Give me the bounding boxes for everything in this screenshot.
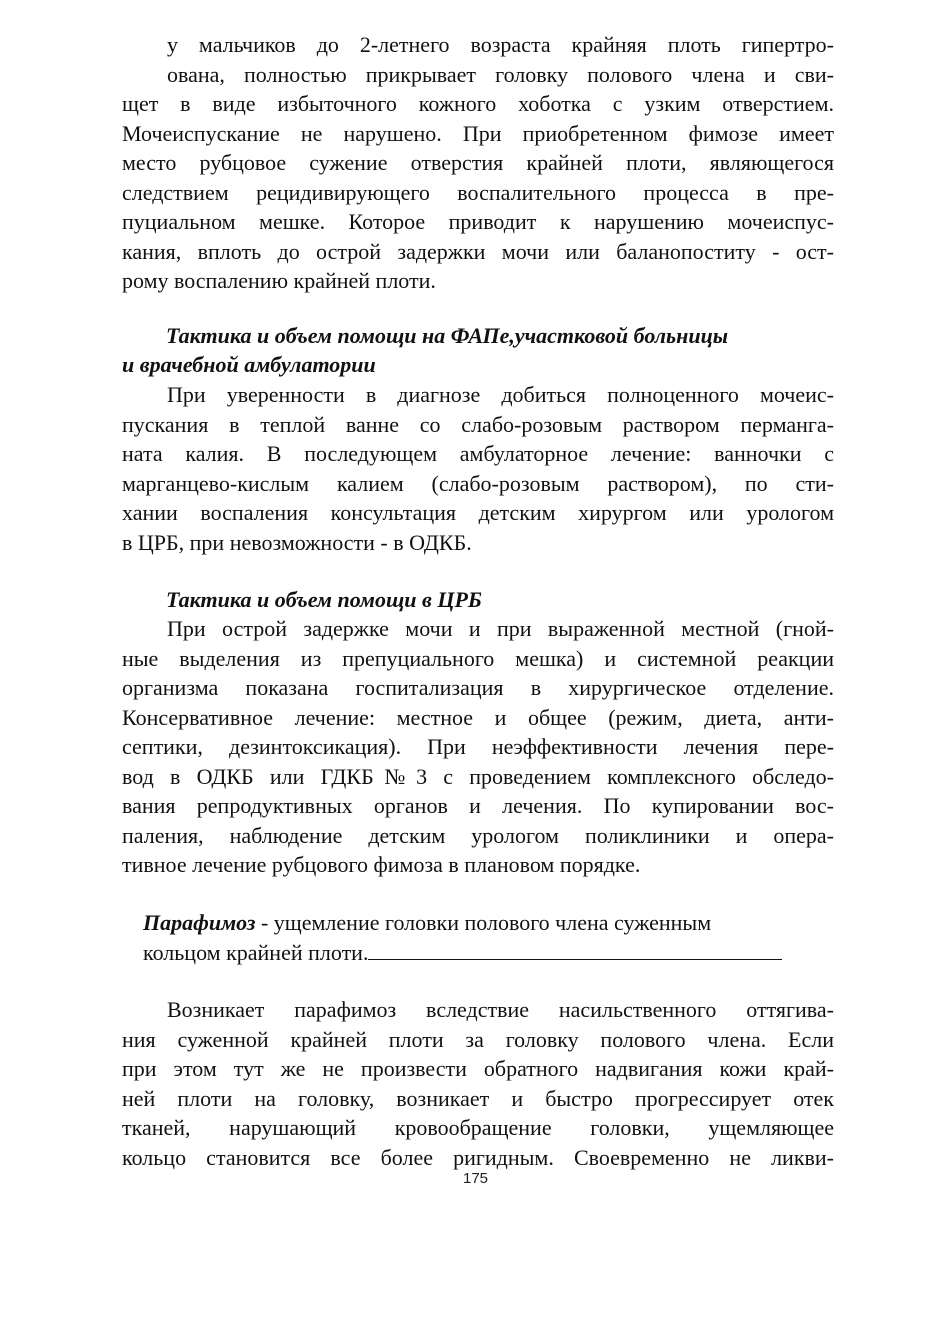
definition-line [143, 938, 815, 968]
paragraph-paraphimosis-cause [122, 995, 834, 1172]
text-line: пуциальном мешке. Которое приводит к нарушению мочеиспус- [122, 209, 834, 234]
section-heading-fap-continued: и врачебной амбулатории [122, 352, 376, 377]
text-line: в ЦРБ, при невозможности - в ОДКБ. [122, 529, 472, 555]
text-line: Возникает парафимоз вследствие насильственного оттягива- [167, 997, 834, 1022]
text-line: марганцево-кислым калием (слабо-розовым раствором), по сти- [122, 470, 834, 496]
text-line: ния суженной крайней плоти за головку полового члена. Если [122, 1026, 834, 1052]
section-heading-crb: Тактика и объем помощи в ЦРБ [166, 587, 482, 612]
text-line: Мочеиспускание не нарушено. При приобретенном фимозе имеет [122, 120, 834, 146]
text-line: место рубцовое сужение отверстия крайней плоти, являющегося [122, 150, 834, 175]
text-line: следствием рецидивирующего воспалительного процесса в пре- [122, 179, 834, 205]
text-line: у мальчиков до 2-летнего возраста крайняя плоть гипертро- [167, 32, 834, 57]
text-line: ные выделения из препуциального мешка) и системной реакции [122, 645, 834, 671]
text-line: кольцо становится все более ригидным. Своевременно не ликви- [122, 1144, 834, 1170]
text-line: организма показана госпитализация в хирургическое отделение. [122, 675, 834, 700]
text-line: паления, наблюдение детским урологом поликлиники и опера- [122, 822, 834, 848]
text-line: При острой задержке мочи и при выраженной местной (гной- [167, 616, 834, 641]
page-number: 175 [462, 1170, 489, 1187]
text-line: тканей, нарушающий кровообращение головки, ущемляющее [122, 1115, 834, 1140]
definition-line [143, 908, 815, 938]
text-line: ната калия. В последующем амбулаторное лечение: ванночки с [122, 441, 834, 466]
text-line: пускания в теплой ванне со слабо-розовым раствором перманга- [122, 411, 834, 437]
text-line: тивное лечение рубцового фимоза в плановом порядке. [122, 852, 641, 877]
text-line: ней плоти на головку, возникает и быстро прогрессирует отек [122, 1085, 834, 1111]
text-line: рому воспалению крайней плоти. [122, 268, 436, 293]
text-line: вания репродуктивных органов и лечения. По купировании вос- [122, 793, 834, 818]
paragraph-phimosis-description [122, 30, 834, 296]
section-heading-fap: Тактика и объем помощи на ФАПе,участковой больницы [166, 323, 729, 348]
paragraph-crb-tactics [122, 614, 834, 880]
text-line: щет в виде избыточного кожного хоботка с узким отверстием. [122, 91, 834, 116]
definition-text: кольцом крайней плоти. [143, 939, 369, 965]
text-line: Консервативное лечение: местное и общее (режим, диета, анти- [122, 704, 834, 730]
text-line: хании воспаления консультация детским хирургом или урологом [122, 500, 834, 525]
fill-in-underline [368, 939, 782, 960]
definition-paraphimosis [143, 908, 815, 967]
definition-text: - ущемление головки полового члена суженным [255, 910, 712, 935]
definition-term: Парафимоз [143, 910, 256, 935]
text-line: септики, дезинтоксикация). При неэффективности лечения пере- [122, 734, 834, 759]
paragraph-fap-tactics [122, 380, 834, 557]
text-line: При уверенности в диагнозе добиться полноценного мочеис- [167, 382, 834, 407]
text-line: при этом тут же не произвести обратного надвигания кожи край- [122, 1056, 834, 1081]
text-line: кания, вплоть до острой задержки мочи или баланопоститу - ост- [122, 238, 834, 264]
text-line: вод в ОДКБ или ГДКБ№3 с проведением комплексного обследо- [122, 763, 834, 789]
text-line: ована, полностью прикрывает головку полового члена и сви- [167, 61, 834, 87]
